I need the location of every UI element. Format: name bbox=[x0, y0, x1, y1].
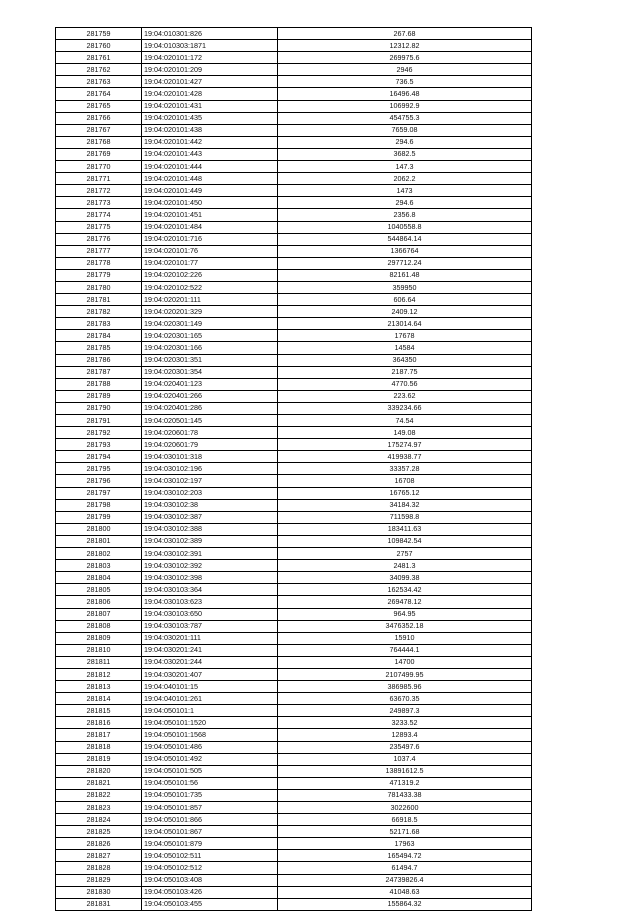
value-cell: 106992.9 bbox=[278, 100, 532, 112]
table-row bbox=[56, 898, 532, 910]
value-cell: 16765.12 bbox=[278, 487, 532, 499]
row-number-cell: 281823 bbox=[56, 802, 142, 814]
value-cell: 471319.2 bbox=[278, 777, 532, 789]
cadastral-value-table bbox=[55, 27, 532, 911]
cadastral-number-cell: 19:04:030102:387 bbox=[142, 511, 278, 523]
row-number-cell: 281827 bbox=[56, 850, 142, 862]
row-number-cell: 281810 bbox=[56, 644, 142, 656]
row-number-cell: 281831 bbox=[56, 898, 142, 910]
table-row bbox=[56, 185, 532, 197]
value-cell: 386985.96 bbox=[278, 681, 532, 693]
row-number-cell: 281766 bbox=[56, 112, 142, 124]
cadastral-number-cell: 19:04:020102:226 bbox=[142, 269, 278, 281]
table-row bbox=[56, 281, 532, 293]
table-row bbox=[56, 294, 532, 306]
table-row bbox=[56, 354, 532, 366]
row-number-cell: 281759 bbox=[56, 28, 142, 40]
value-cell: 235497.6 bbox=[278, 741, 532, 753]
table-row bbox=[56, 197, 532, 209]
row-number-cell: 281793 bbox=[56, 439, 142, 451]
table-row bbox=[56, 475, 532, 487]
table-row bbox=[56, 826, 532, 838]
value-cell: 2356.8 bbox=[278, 209, 532, 221]
table-row bbox=[56, 233, 532, 245]
cadastral-number-cell: 19:04:020301:165 bbox=[142, 330, 278, 342]
value-cell: 41048.63 bbox=[278, 886, 532, 898]
table-row bbox=[56, 366, 532, 378]
cadastral-number-cell: 19:04:030201:244 bbox=[142, 656, 278, 668]
cadastral-number-cell: 19:04:020102:522 bbox=[142, 281, 278, 293]
cadastral-number-cell: 19:04:040101:15 bbox=[142, 681, 278, 693]
table-row bbox=[56, 269, 532, 281]
table-row bbox=[56, 560, 532, 572]
cadastral-number-cell: 19:04:050101:857 bbox=[142, 802, 278, 814]
row-number-cell: 281773 bbox=[56, 197, 142, 209]
cadastral-number-cell: 19:04:050102:511 bbox=[142, 850, 278, 862]
row-number-cell: 281829 bbox=[56, 874, 142, 886]
cadastral-number-cell: 19:04:020101:435 bbox=[142, 112, 278, 124]
value-cell: 15910 bbox=[278, 632, 532, 644]
value-cell: 781433.38 bbox=[278, 789, 532, 801]
cadastral-number-cell: 19:04:050101:492 bbox=[142, 753, 278, 765]
cadastral-number-cell: 19:04:020101:209 bbox=[142, 64, 278, 76]
row-number-cell: 281830 bbox=[56, 886, 142, 898]
row-number-cell: 281800 bbox=[56, 523, 142, 535]
table-row bbox=[56, 535, 532, 547]
cadastral-number-cell: 19:04:030103:650 bbox=[142, 608, 278, 620]
row-number-cell: 281774 bbox=[56, 209, 142, 221]
table-row bbox=[56, 596, 532, 608]
row-number-cell: 281804 bbox=[56, 572, 142, 584]
cadastral-number-cell: 19:04:020101:438 bbox=[142, 124, 278, 136]
cadastral-number-cell: 19:04:030103:364 bbox=[142, 584, 278, 596]
row-number-cell: 281763 bbox=[56, 76, 142, 88]
cadastral-number-cell: 19:04:050103:455 bbox=[142, 898, 278, 910]
table-row bbox=[56, 245, 532, 257]
cadastral-number-cell: 19:04:030102:398 bbox=[142, 572, 278, 584]
table-row bbox=[56, 439, 532, 451]
cadastral-number-cell: 19:04:030102:391 bbox=[142, 548, 278, 560]
value-cell: 61494.7 bbox=[278, 862, 532, 874]
table-row bbox=[56, 838, 532, 850]
table-row bbox=[56, 499, 532, 511]
cadastral-number-cell: 19:04:020101:484 bbox=[142, 221, 278, 233]
cadastral-number-cell: 19:04:020301:166 bbox=[142, 342, 278, 354]
table-row bbox=[56, 777, 532, 789]
row-number-cell: 281792 bbox=[56, 427, 142, 439]
table-row bbox=[56, 608, 532, 620]
row-number-cell: 281782 bbox=[56, 306, 142, 318]
cadastral-number-cell: 19:04:050101:486 bbox=[142, 741, 278, 753]
table-row bbox=[56, 487, 532, 499]
cadastral-number-cell: 19:04:020101:172 bbox=[142, 52, 278, 64]
table-row bbox=[56, 390, 532, 402]
row-number-cell: 281818 bbox=[56, 741, 142, 753]
row-number-cell: 281790 bbox=[56, 402, 142, 414]
table-row bbox=[56, 644, 532, 656]
table-row bbox=[56, 28, 532, 40]
cadastral-number-cell: 19:04:050101:879 bbox=[142, 838, 278, 850]
cadastral-number-cell: 19:04:020301:149 bbox=[142, 318, 278, 330]
value-cell: 1037.4 bbox=[278, 753, 532, 765]
value-cell: 249897.3 bbox=[278, 705, 532, 717]
row-number-cell: 281816 bbox=[56, 717, 142, 729]
table-row bbox=[56, 874, 532, 886]
value-cell: 964.95 bbox=[278, 608, 532, 620]
row-number-cell: 281779 bbox=[56, 269, 142, 281]
table-row bbox=[56, 306, 532, 318]
table-row bbox=[56, 161, 532, 173]
cadastral-number-cell: 19:04:050101:867 bbox=[142, 826, 278, 838]
row-number-cell: 281776 bbox=[56, 233, 142, 245]
row-number-cell: 281762 bbox=[56, 64, 142, 76]
value-cell: 267.68 bbox=[278, 28, 532, 40]
value-cell: 294.6 bbox=[278, 136, 532, 148]
value-cell: 359950 bbox=[278, 281, 532, 293]
row-number-cell: 281803 bbox=[56, 560, 142, 572]
value-cell: 14584 bbox=[278, 342, 532, 354]
row-number-cell: 281771 bbox=[56, 173, 142, 185]
row-number-cell: 281802 bbox=[56, 548, 142, 560]
row-number-cell: 281770 bbox=[56, 161, 142, 173]
value-cell: 1366764 bbox=[278, 245, 532, 257]
cadastral-number-cell: 19:04:020201:329 bbox=[142, 306, 278, 318]
value-cell: 2946 bbox=[278, 64, 532, 76]
row-number-cell: 281798 bbox=[56, 499, 142, 511]
value-cell: 33357.28 bbox=[278, 463, 532, 475]
cadastral-number-cell: 19:04:020101:450 bbox=[142, 197, 278, 209]
value-cell: 2757 bbox=[278, 548, 532, 560]
row-number-cell: 281805 bbox=[56, 584, 142, 596]
cadastral-number-cell: 19:04:050101:505 bbox=[142, 765, 278, 777]
row-number-cell: 281794 bbox=[56, 451, 142, 463]
value-cell: 3233.52 bbox=[278, 717, 532, 729]
cadastral-number-cell: 19:04:030102:203 bbox=[142, 487, 278, 499]
value-cell: 16708 bbox=[278, 475, 532, 487]
cadastral-number-cell: 19:04:010303:1871 bbox=[142, 40, 278, 52]
value-cell: 16496.48 bbox=[278, 88, 532, 100]
cadastral-number-cell: 19:04:050101:735 bbox=[142, 789, 278, 801]
row-number-cell: 281787 bbox=[56, 366, 142, 378]
cadastral-number-cell: 19:04:020101:444 bbox=[142, 161, 278, 173]
value-cell: 1473 bbox=[278, 185, 532, 197]
value-cell: 2107499.95 bbox=[278, 668, 532, 680]
cadastral-number-cell: 19:04:030103:787 bbox=[142, 620, 278, 632]
table-row bbox=[56, 705, 532, 717]
table-row bbox=[56, 257, 532, 269]
table-row bbox=[56, 741, 532, 753]
cadastral-number-cell: 19:04:010301:826 bbox=[142, 28, 278, 40]
value-cell: 109842.54 bbox=[278, 535, 532, 547]
table-row bbox=[56, 717, 532, 729]
cadastral-number-cell: 19:04:030201:111 bbox=[142, 632, 278, 644]
table-row bbox=[56, 886, 532, 898]
cadastral-number-cell: 19:04:050101:56 bbox=[142, 777, 278, 789]
value-cell: 34184.32 bbox=[278, 499, 532, 511]
table-body bbox=[56, 28, 532, 911]
row-number-cell: 281789 bbox=[56, 390, 142, 402]
table-row bbox=[56, 112, 532, 124]
value-cell: 155864.32 bbox=[278, 898, 532, 910]
table-row bbox=[56, 76, 532, 88]
row-number-cell: 281777 bbox=[56, 245, 142, 257]
row-number-cell: 281780 bbox=[56, 281, 142, 293]
value-cell: 66918.5 bbox=[278, 814, 532, 826]
row-number-cell: 281784 bbox=[56, 330, 142, 342]
value-cell: 764444.1 bbox=[278, 644, 532, 656]
row-number-cell: 281822 bbox=[56, 789, 142, 801]
row-number-cell: 281764 bbox=[56, 88, 142, 100]
table-row bbox=[56, 40, 532, 52]
value-cell: 4770.56 bbox=[278, 378, 532, 390]
row-number-cell: 281824 bbox=[56, 814, 142, 826]
value-cell: 147.3 bbox=[278, 161, 532, 173]
table-row bbox=[56, 681, 532, 693]
row-number-cell: 281772 bbox=[56, 185, 142, 197]
row-number-cell: 281808 bbox=[56, 620, 142, 632]
table-row bbox=[56, 850, 532, 862]
table-row bbox=[56, 415, 532, 427]
cadastral-number-cell: 19:04:020101:451 bbox=[142, 209, 278, 221]
value-cell: 364350 bbox=[278, 354, 532, 366]
value-cell: 175274.97 bbox=[278, 439, 532, 451]
row-number-cell: 281775 bbox=[56, 221, 142, 233]
cadastral-number-cell: 19:04:020101:443 bbox=[142, 148, 278, 160]
value-cell: 82161.48 bbox=[278, 269, 532, 281]
table-row bbox=[56, 136, 532, 148]
value-cell: 606.64 bbox=[278, 294, 532, 306]
value-cell: 736.5 bbox=[278, 76, 532, 88]
cadastral-number-cell: 19:04:050101:1 bbox=[142, 705, 278, 717]
cadastral-number-cell: 19:04:020101:448 bbox=[142, 173, 278, 185]
row-number-cell: 281806 bbox=[56, 596, 142, 608]
row-number-cell: 281813 bbox=[56, 681, 142, 693]
row-number-cell: 281814 bbox=[56, 693, 142, 705]
cadastral-number-cell: 19:04:020101:442 bbox=[142, 136, 278, 148]
row-number-cell: 281788 bbox=[56, 378, 142, 390]
cadastral-number-cell: 19:04:030102:392 bbox=[142, 560, 278, 572]
value-cell: 294.6 bbox=[278, 197, 532, 209]
row-number-cell: 281760 bbox=[56, 40, 142, 52]
row-number-cell: 281817 bbox=[56, 729, 142, 741]
row-number-cell: 281768 bbox=[56, 136, 142, 148]
value-cell: 454755.3 bbox=[278, 112, 532, 124]
table-row bbox=[56, 789, 532, 801]
value-cell: 13891612.5 bbox=[278, 765, 532, 777]
table-row bbox=[56, 221, 532, 233]
row-number-cell: 281807 bbox=[56, 608, 142, 620]
row-number-cell: 281812 bbox=[56, 668, 142, 680]
table-row bbox=[56, 802, 532, 814]
value-cell: 223.62 bbox=[278, 390, 532, 402]
cadastral-number-cell: 19:04:020101:77 bbox=[142, 257, 278, 269]
row-number-cell: 281797 bbox=[56, 487, 142, 499]
cadastral-number-cell: 19:04:040101:261 bbox=[142, 693, 278, 705]
value-cell: 162534.42 bbox=[278, 584, 532, 596]
table-row bbox=[56, 668, 532, 680]
cadastral-number-cell: 19:04:020101:427 bbox=[142, 76, 278, 88]
table-row bbox=[56, 753, 532, 765]
value-cell: 2481.3 bbox=[278, 560, 532, 572]
row-number-cell: 281795 bbox=[56, 463, 142, 475]
cadastral-number-cell: 19:04:050101:1520 bbox=[142, 717, 278, 729]
cadastral-number-cell: 19:04:020501:145 bbox=[142, 415, 278, 427]
row-number-cell: 281786 bbox=[56, 354, 142, 366]
table-row bbox=[56, 209, 532, 221]
cadastral-number-cell: 19:04:030102:197 bbox=[142, 475, 278, 487]
cadastral-number-cell: 19:04:030201:241 bbox=[142, 644, 278, 656]
value-cell: 14700 bbox=[278, 656, 532, 668]
table-row bbox=[56, 656, 532, 668]
table-row bbox=[56, 451, 532, 463]
table-row bbox=[56, 330, 532, 342]
value-cell: 269975.6 bbox=[278, 52, 532, 64]
cadastral-number-cell: 19:04:020101:431 bbox=[142, 100, 278, 112]
row-number-cell: 281820 bbox=[56, 765, 142, 777]
cadastral-number-cell: 19:04:050101:866 bbox=[142, 814, 278, 826]
row-number-cell: 281815 bbox=[56, 705, 142, 717]
table-row bbox=[56, 148, 532, 160]
row-number-cell: 281769 bbox=[56, 148, 142, 160]
cadastral-number-cell: 19:04:050101:1568 bbox=[142, 729, 278, 741]
row-number-cell: 281821 bbox=[56, 777, 142, 789]
cadastral-number-cell: 19:04:030102:389 bbox=[142, 535, 278, 547]
value-cell: 3476352.18 bbox=[278, 620, 532, 632]
cadastral-number-cell: 19:04:020401:286 bbox=[142, 402, 278, 414]
value-cell: 12893.4 bbox=[278, 729, 532, 741]
row-number-cell: 281799 bbox=[56, 511, 142, 523]
cadastral-number-cell: 19:04:020401:266 bbox=[142, 390, 278, 402]
cadastral-number-cell: 19:04:020101:428 bbox=[142, 88, 278, 100]
cadastral-number-cell: 19:04:050102:512 bbox=[142, 862, 278, 874]
table-row bbox=[56, 52, 532, 64]
cadastral-number-cell: 19:04:030103:623 bbox=[142, 596, 278, 608]
cadastral-number-cell: 19:04:030102:388 bbox=[142, 523, 278, 535]
table-row bbox=[56, 765, 532, 777]
row-number-cell: 281765 bbox=[56, 100, 142, 112]
value-cell: 419938.77 bbox=[278, 451, 532, 463]
value-cell: 34099.38 bbox=[278, 572, 532, 584]
value-cell: 17963 bbox=[278, 838, 532, 850]
table-row bbox=[56, 693, 532, 705]
value-cell: 3682.5 bbox=[278, 148, 532, 160]
value-cell: 3022600 bbox=[278, 802, 532, 814]
value-cell: 12312.82 bbox=[278, 40, 532, 52]
value-cell: 63670.35 bbox=[278, 693, 532, 705]
value-cell: 213014.64 bbox=[278, 318, 532, 330]
value-cell: 2409.12 bbox=[278, 306, 532, 318]
value-cell: 165494.72 bbox=[278, 850, 532, 862]
row-number-cell: 281819 bbox=[56, 753, 142, 765]
table-row bbox=[56, 572, 532, 584]
value-cell: 269478.12 bbox=[278, 596, 532, 608]
cadastral-number-cell: 19:04:030102:196 bbox=[142, 463, 278, 475]
table-row bbox=[56, 427, 532, 439]
table-row bbox=[56, 64, 532, 76]
table-row bbox=[56, 548, 532, 560]
value-cell: 544864.14 bbox=[278, 233, 532, 245]
table-row bbox=[56, 862, 532, 874]
table-row bbox=[56, 173, 532, 185]
cadastral-number-cell: 19:04:020401:123 bbox=[142, 378, 278, 390]
value-cell: 1040558.8 bbox=[278, 221, 532, 233]
cadastral-number-cell: 19:04:030101:318 bbox=[142, 451, 278, 463]
cadastral-number-cell: 19:04:030201:407 bbox=[142, 668, 278, 680]
value-cell: 2187.75 bbox=[278, 366, 532, 378]
cadastral-number-cell: 19:04:030102:38 bbox=[142, 499, 278, 511]
row-number-cell: 281825 bbox=[56, 826, 142, 838]
row-number-cell: 281809 bbox=[56, 632, 142, 644]
table-row bbox=[56, 342, 532, 354]
value-cell: 7659.08 bbox=[278, 124, 532, 136]
table-row bbox=[56, 463, 532, 475]
row-number-cell: 281811 bbox=[56, 656, 142, 668]
table-row bbox=[56, 100, 532, 112]
cadastral-number-cell: 19:04:020101:449 bbox=[142, 185, 278, 197]
value-cell: 339234.66 bbox=[278, 402, 532, 414]
cadastral-number-cell: 19:04:020601:78 bbox=[142, 427, 278, 439]
value-cell: 2062.2 bbox=[278, 173, 532, 185]
table-row bbox=[56, 511, 532, 523]
row-number-cell: 281783 bbox=[56, 318, 142, 330]
value-cell: 183411.63 bbox=[278, 523, 532, 535]
value-cell: 17678 bbox=[278, 330, 532, 342]
row-number-cell: 281826 bbox=[56, 838, 142, 850]
value-cell: 711598.8 bbox=[278, 511, 532, 523]
table-row bbox=[56, 318, 532, 330]
row-number-cell: 281761 bbox=[56, 52, 142, 64]
table-row bbox=[56, 378, 532, 390]
table-row bbox=[56, 729, 532, 741]
table-row bbox=[56, 584, 532, 596]
row-number-cell: 281781 bbox=[56, 294, 142, 306]
row-number-cell: 281791 bbox=[56, 415, 142, 427]
table-row bbox=[56, 620, 532, 632]
value-cell: 24739826.4 bbox=[278, 874, 532, 886]
row-number-cell: 281801 bbox=[56, 535, 142, 547]
table-row bbox=[56, 124, 532, 136]
row-number-cell: 281828 bbox=[56, 862, 142, 874]
cadastral-number-cell: 19:04:020101:716 bbox=[142, 233, 278, 245]
row-number-cell: 281785 bbox=[56, 342, 142, 354]
value-cell: 74.54 bbox=[278, 415, 532, 427]
cadastral-number-cell: 19:04:020201:111 bbox=[142, 294, 278, 306]
table-row bbox=[56, 402, 532, 414]
row-number-cell: 281796 bbox=[56, 475, 142, 487]
cadastral-number-cell: 19:04:050103:408 bbox=[142, 874, 278, 886]
value-cell: 52171.68 bbox=[278, 826, 532, 838]
cadastral-number-cell: 19:04:050103:426 bbox=[142, 886, 278, 898]
table-row bbox=[56, 523, 532, 535]
value-cell: 297712.24 bbox=[278, 257, 532, 269]
table-row bbox=[56, 632, 532, 644]
table-row bbox=[56, 88, 532, 100]
cadastral-number-cell: 19:04:020101:76 bbox=[142, 245, 278, 257]
cadastral-number-cell: 19:04:020601:79 bbox=[142, 439, 278, 451]
row-number-cell: 281767 bbox=[56, 124, 142, 136]
value-cell: 149.08 bbox=[278, 427, 532, 439]
table-row bbox=[56, 814, 532, 826]
cadastral-number-cell: 19:04:020301:354 bbox=[142, 366, 278, 378]
row-number-cell: 281778 bbox=[56, 257, 142, 269]
cadastral-number-cell: 19:04:020301:351 bbox=[142, 354, 278, 366]
